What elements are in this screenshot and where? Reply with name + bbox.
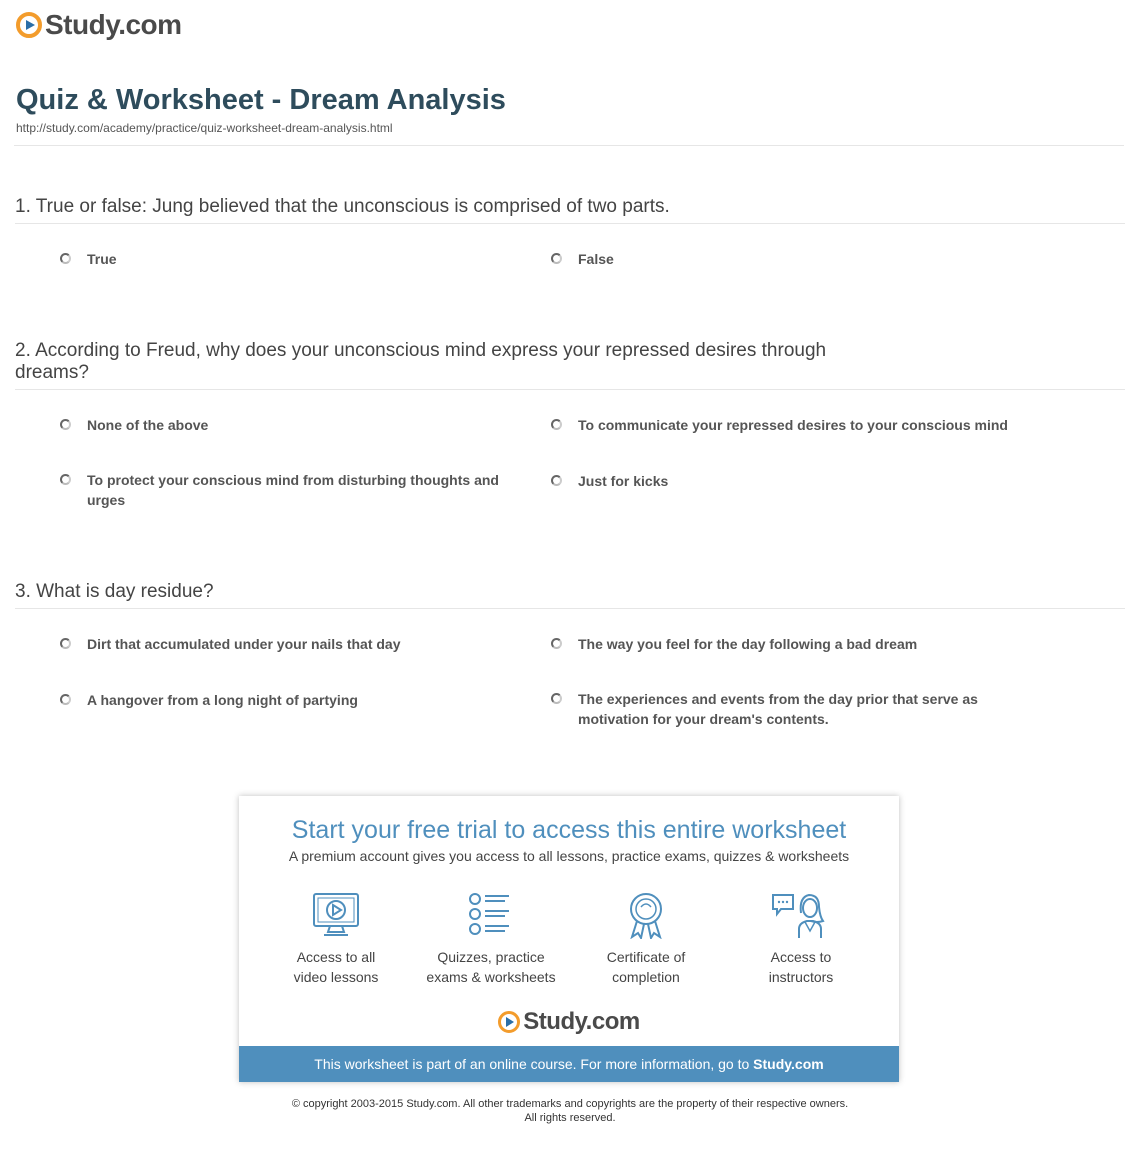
option-label: None of the above [87,417,209,433]
promo-title[interactable]: Start your free trial to access this entire worksheet [291,816,847,844]
question-text: 1. True or false: Jung believed that the unconscious is comprised of two parts. [15,196,670,217]
play-logo-icon [16,12,42,38]
feature-label-line: Quizzes, practice [437,949,545,965]
copyright [0,1097,1140,1125]
divider [14,145,1124,146]
quiz-list-icon [465,891,517,939]
option-label: True [87,251,117,267]
promo-footer-link[interactable]: Study.com [753,1056,824,1072]
page-title: Quiz & Worksheet - Dream Analysis [16,84,506,116]
option-label: The way you feel for the day following a bad dream [578,636,918,652]
divider [15,223,1125,224]
radio-icon[interactable] [60,474,71,485]
option-label: False [578,251,614,267]
feature-certificate [568,891,724,987]
answer-option[interactable] [60,690,537,710]
feature-label-line: Access to all [296,949,376,965]
option-label: The experiences and events from the day prior that serve as motivation for your dream's contents. [578,691,978,727]
answer-option[interactable] [551,689,1028,729]
page-url: http://study.com/academy/practice/quiz-worksheet-dream-analysis.html [16,121,393,135]
feature-instructors [723,891,879,987]
question-2 [15,340,1125,390]
feature-label-line: Certificate of [606,949,686,965]
video-lesson-icon [310,891,362,939]
question-text: 3. What is day residue? [15,581,214,602]
answer-option[interactable] [551,249,1028,269]
promo-footer [239,1046,899,1082]
answer-option[interactable] [60,415,537,435]
divider [15,608,1125,609]
question-text: 2. According to Freud, why does your unconscious mind express your repressed desires through dreams? [15,340,827,383]
feature-label-line: video lessons [293,969,379,985]
radio-icon[interactable] [551,638,562,649]
answer-option[interactable] [60,634,537,654]
free-trial-promo [239,796,899,1082]
answer-option[interactable] [551,415,1028,435]
option-label: Just for kicks [578,473,669,489]
instructor-icon [771,891,831,939]
feature-label-line: completion [612,969,680,985]
promo-study-logo[interactable] [239,1008,899,1036]
feature-quizzes [413,891,569,987]
radio-icon[interactable] [60,253,71,264]
feature-label-line: Access to [770,949,832,965]
radio-icon[interactable] [60,638,71,649]
promo-footer-text: This worksheet is part of an online course. For more information, go to [314,1056,754,1072]
answer-option[interactable] [551,471,1028,491]
play-logo-icon [498,1011,520,1033]
divider [15,389,1125,390]
copyright-line: © copyright 2003-2015 Study.com. All other trademarks and copyrights are the property of their respective owners. [291,1098,849,1110]
answer-option[interactable] [60,470,537,510]
feature-video-lessons [258,891,414,987]
promo-subtitle: A premium account gives you access to all lessons, practice exams, quizzes & worksheets [288,848,850,864]
certificate-icon [620,891,672,939]
study-logo[interactable] [16,9,182,41]
logo-text: Study.com [523,1008,640,1035]
radio-icon[interactable] [60,419,71,430]
option-label: A hangover from a long night of partying [87,692,358,708]
option-label: To communicate your repressed desires to your conscious mind [578,417,1008,433]
feature-label-line: instructors [768,969,834,985]
question-1 [15,196,1125,224]
question-3 [15,581,1125,609]
option-label: To protect your conscious mind from disturbing thoughts and urges [87,472,499,508]
option-label: Dirt that accumulated under your nails that day [87,636,401,652]
answer-option[interactable] [551,634,1028,654]
radio-icon[interactable] [551,475,562,486]
radio-icon[interactable] [551,693,562,704]
logo-text: Study.com [45,9,182,40]
copyright-line: All rights reserved. [524,1112,616,1124]
radio-icon[interactable] [60,694,71,705]
answer-option[interactable] [60,249,537,269]
radio-icon[interactable] [551,419,562,430]
feature-label-line: exams & worksheets [426,969,556,985]
radio-icon[interactable] [551,253,562,264]
